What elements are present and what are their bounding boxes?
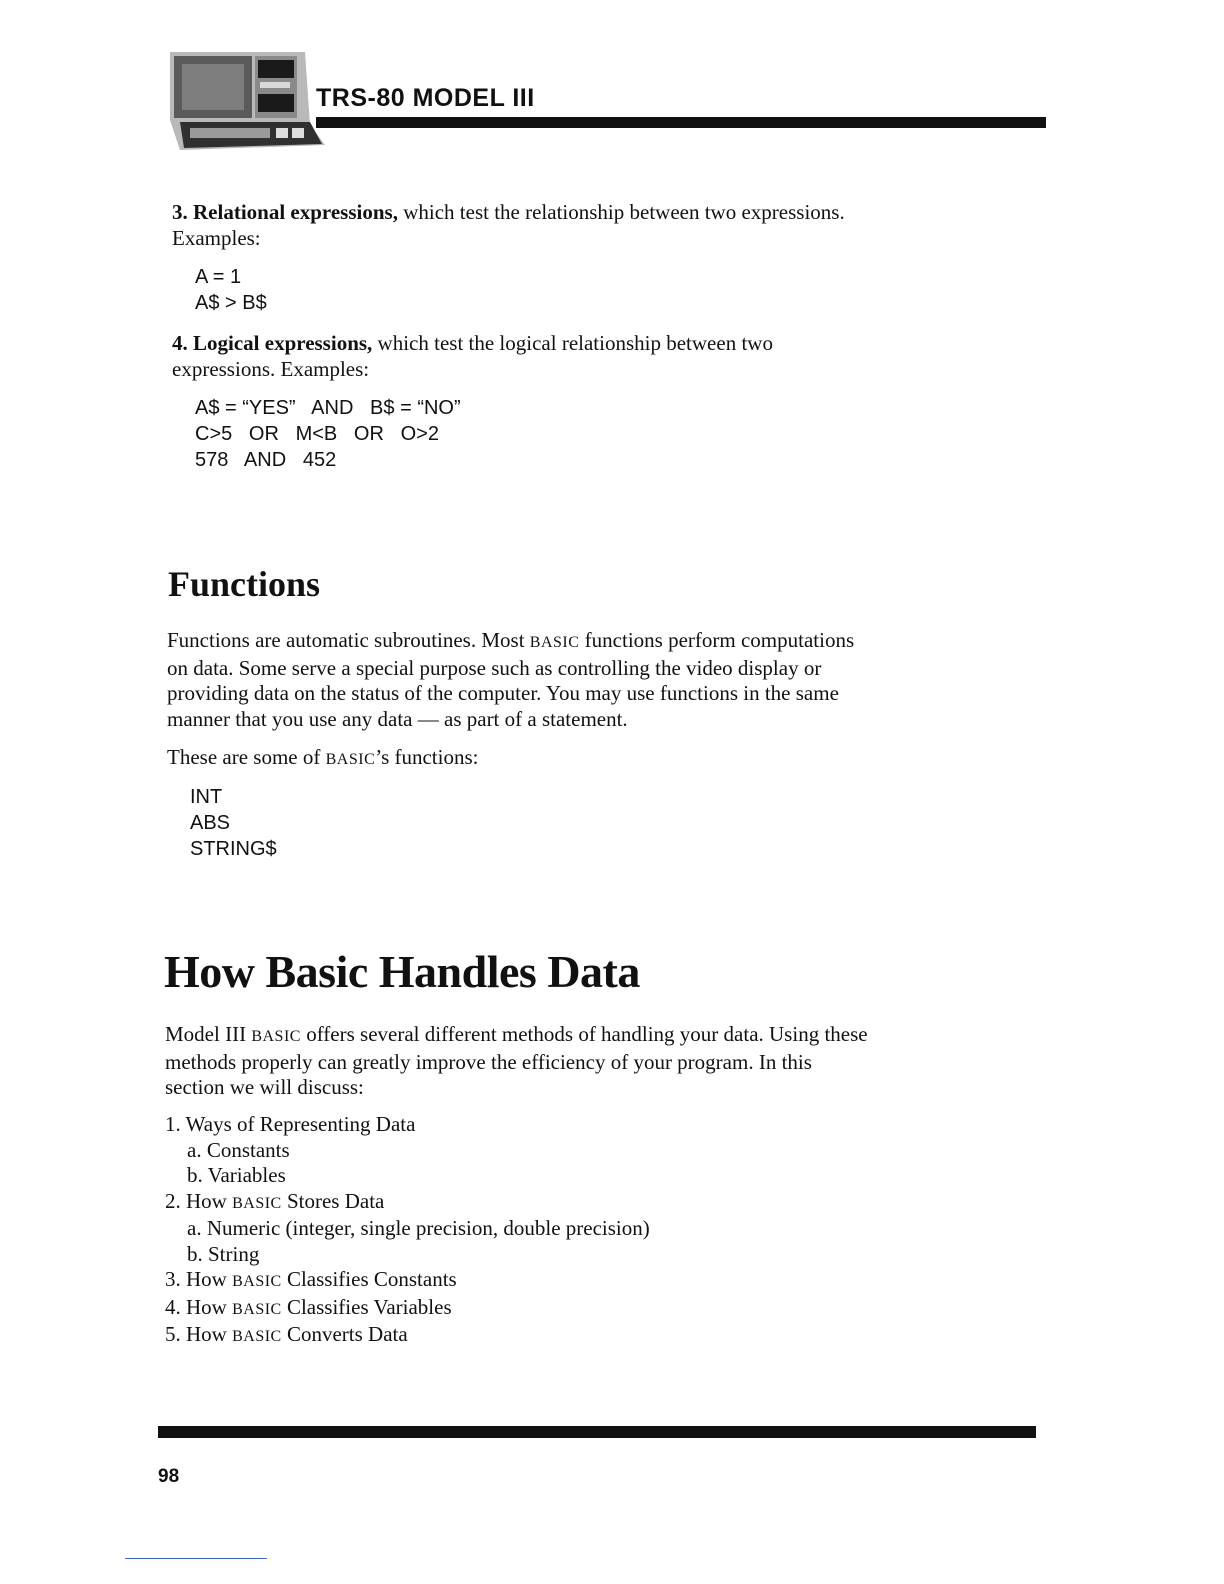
function-name: INT xyxy=(190,786,223,808)
code-example: A$ > B$ xyxy=(195,292,267,314)
logical-examples xyxy=(195,395,461,473)
discussion-outline xyxy=(165,1112,650,1350)
function-name: ABS xyxy=(190,812,231,834)
item-line xyxy=(172,200,845,226)
text-run: functions perform computations xyxy=(579,628,855,652)
code-example: A$ = “YES” AND B$ = “NO” xyxy=(195,397,461,419)
outline-item: 1. Ways of Representing Data xyxy=(165,1112,416,1136)
text-run: These are some of xyxy=(167,745,326,769)
paragraph-line xyxy=(165,1022,868,1050)
small-caps-basic: BASIC xyxy=(232,1273,282,1290)
small-caps-basic: BASIC xyxy=(232,1194,282,1212)
link-underline xyxy=(125,1558,267,1559)
paragraph-line: methods properly can greatly improve the efficiency of your program. In this xyxy=(165,1049,812,1074)
function-name: STRING$ xyxy=(190,838,277,860)
item-line-2: Examples: xyxy=(172,225,261,250)
outline-subitem: b. Variables xyxy=(187,1163,286,1187)
item-text: which test the logical relationship between two xyxy=(372,331,773,355)
footer-rule xyxy=(158,1426,1036,1438)
paragraph-line xyxy=(167,628,854,656)
relational-expressions-item xyxy=(172,200,845,251)
paragraph-line: on data. Some serve a special purpose such as controlling the video display or xyxy=(167,655,822,680)
outline-item: 4. How BASIC Classifies Variables xyxy=(165,1294,452,1319)
item-line-2: expressions. Examples: xyxy=(172,356,370,381)
text-run: offers several different methods of handling your data. Using these xyxy=(300,1022,868,1046)
outline-subitem: b. String xyxy=(187,1241,260,1266)
relational-examples xyxy=(195,264,267,316)
how-basic-paragraph xyxy=(165,1022,868,1101)
small-caps-basic: BASIC xyxy=(251,1028,301,1045)
code-example: A = 1 xyxy=(195,266,242,288)
item-text: which test the relationship between two expressions. xyxy=(397,200,845,224)
outline-subitem: a. Constants xyxy=(187,1137,290,1162)
page-number: 98 xyxy=(158,1466,180,1487)
outline-item: 2. How BASIC Stores Data xyxy=(165,1188,385,1213)
header-rule xyxy=(316,117,1046,128)
outline-item: 5. How BASIC Converts Data xyxy=(165,1322,408,1346)
outline-item: 3. How BASIC Classifies Constants xyxy=(165,1267,457,1291)
small-caps-basic: BASIC xyxy=(232,1300,282,1318)
small-caps-basic: BASIC xyxy=(232,1328,282,1345)
functions-paragraph xyxy=(167,628,854,732)
functions-intro xyxy=(167,745,478,773)
paragraph-line: providing data on the status of the computer. You may use functions in the same xyxy=(167,681,839,705)
code-example: C>5 OR M<B OR O>2 xyxy=(195,423,439,445)
text-run: Functions are automatic subroutines. Most xyxy=(167,628,530,652)
functions-list xyxy=(190,784,277,862)
small-caps-basic: BASIC xyxy=(325,751,376,768)
small-caps-basic: BASIC xyxy=(529,634,580,651)
trs80-computer-image xyxy=(160,50,330,160)
paragraph-line: section we will discuss: xyxy=(165,1075,364,1099)
text-run: Model III xyxy=(165,1022,252,1046)
paragraph-line: manner that you use any data — as part of a statement. xyxy=(167,706,628,731)
code-example: 578 AND 452 xyxy=(195,449,337,471)
item-number: 3. xyxy=(172,200,188,224)
logical-expressions-item xyxy=(172,331,773,382)
text-run: ’s functions: xyxy=(375,745,479,769)
term-bold: Relational expressions, xyxy=(193,200,398,224)
header-title: TRS-80 MODEL III xyxy=(316,84,535,112)
functions-heading: Functions xyxy=(168,564,321,604)
how-basic-heading: How Basic Handles Data xyxy=(164,946,640,997)
item-line xyxy=(172,331,773,357)
term-bold: Logical expressions, xyxy=(193,331,373,355)
item-number: 4. xyxy=(172,331,188,355)
outline-subitem: a. Numeric (integer, single precision, double precision) xyxy=(187,1216,650,1240)
